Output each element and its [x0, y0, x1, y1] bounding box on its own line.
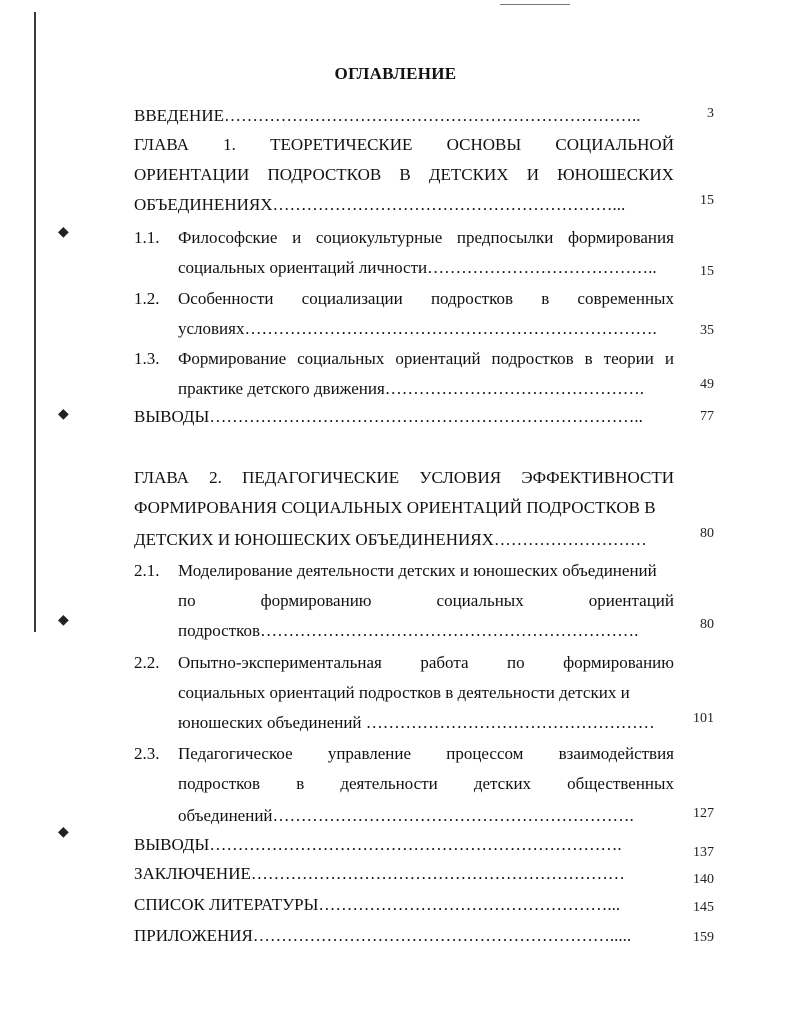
toc-word: по: [178, 591, 196, 610]
toc-section-2-2: социальных ориентаций подростков в деятельности детских и: [178, 683, 630, 702]
toc-word: УСЛОВИЯ: [419, 468, 502, 487]
toc-word: подростков: [178, 774, 261, 793]
toc-entry-conclusion: ЗАКЛЮЧЕНИЕ…………………………………………………………: [134, 864, 625, 883]
toc-word: общественных: [567, 774, 674, 793]
toc-section-number: 1.2.: [134, 289, 160, 308]
toc-word: деятельности: [340, 774, 438, 793]
toc-word: в: [584, 349, 593, 368]
toc-word: социокультурные: [315, 228, 443, 247]
toc-word: 2.: [209, 468, 222, 487]
toc-word: взаимодействия: [558, 744, 674, 763]
toc-entry-conclusions-2: ВЫВОДЫ……………………………………………………………….: [134, 835, 622, 854]
toc-word: Философские: [178, 228, 278, 247]
toc-page-number: 49: [700, 377, 714, 392]
toc-word: процессом: [446, 744, 524, 763]
toc-entry-conclusions-1: ВЫВОДЫ…………………………………………………………………..: [134, 407, 643, 426]
toc-entry-introduction: ВВЕДЕНИЕ………………………………………………………………..: [134, 106, 641, 125]
scan-edge-line: [34, 12, 36, 632]
toc-word: ТЕОРЕТИЧЕСКИЕ: [270, 135, 413, 154]
toc-section-1-1: [178, 228, 674, 248]
toc-section-1-1: социальных ориентаций личности…………………………………..: [178, 258, 657, 277]
toc-word: Особенности: [178, 289, 274, 308]
toc-section-1-3: [178, 349, 674, 369]
toc-entry-bibliography: СПИСОК ЛИТЕРАТУРЫ……………………………………………...: [134, 895, 621, 914]
toc-word: В: [399, 165, 411, 184]
toc-section-1-2: условиях……………………………………………………………….: [178, 319, 657, 338]
toc-word: подростков: [491, 349, 574, 368]
toc-section-2-1: подростков………………………………………………………….: [178, 621, 639, 640]
toc-word: подростков: [430, 289, 514, 308]
toc-word: ориентаций: [588, 591, 674, 610]
margin-bullet-mark: ◆: [58, 407, 69, 422]
toc-word: ОРИЕНТАЦИИ: [134, 165, 250, 184]
margin-bullet-mark: ◆: [58, 613, 69, 628]
toc-word: ЭФФЕКТИВНОСТИ: [521, 468, 674, 487]
toc-word: социальных: [297, 349, 385, 368]
page-title: ОГЛАВЛЕНИЕ: [334, 64, 457, 83]
toc-word: Опытно-экспериментальная: [178, 653, 382, 672]
toc-page-number: 77: [700, 409, 714, 424]
toc-page-number: 127: [693, 806, 714, 821]
toc-word: 1.: [223, 135, 236, 154]
toc-word: теории: [603, 349, 654, 368]
toc-page-number: 80: [700, 526, 714, 541]
toc-word: социализации: [301, 289, 403, 308]
toc-word: современных: [577, 289, 674, 308]
toc-word: ДЕТСКИХ: [428, 165, 509, 184]
toc-word: ПЕДАГОГИЧЕСКИЕ: [242, 468, 400, 487]
toc-word: И: [526, 165, 539, 184]
toc-word: ГЛАВА: [134, 135, 189, 154]
toc-entry-appendices: ПРИЛОЖЕНИЯ……………………………………………………….....: [134, 926, 632, 945]
toc-section-2-3: [178, 744, 674, 764]
toc-word: социальных: [436, 591, 524, 610]
toc-word: СОЦИАЛЬНОЙ: [555, 135, 674, 154]
toc-word: ПОДРОСТКОВ: [267, 165, 382, 184]
margin-bullet-mark: ◆: [58, 225, 69, 240]
toc-page-number: 15: [700, 193, 714, 208]
toc-word: ориентаций: [395, 349, 481, 368]
toc-page-number: 35: [700, 323, 714, 338]
toc-word: формированию: [563, 653, 674, 672]
toc-word: и: [292, 228, 302, 247]
toc-section-number: 2.1.: [134, 561, 160, 580]
toc-section-number: 2.2.: [134, 653, 160, 672]
toc-chapter-2-heading: ФОРМИРОВАНИЯ СОЦИАЛЬНЫХ ОРИЕНТАЦИЙ ПОДРОСТКОВ В: [134, 498, 656, 517]
toc-word: Педагогическое: [178, 744, 293, 763]
toc-word: формированию: [260, 591, 372, 610]
toc-section-2-1: [178, 591, 674, 611]
toc-page-number: 80: [700, 617, 714, 632]
toc-section-2-2: [178, 653, 674, 673]
toc-word: в: [541, 289, 550, 308]
toc-page-number: 137: [693, 845, 714, 860]
scan-top-mark: [500, 4, 570, 5]
toc-chapter-2-heading: [134, 468, 674, 488]
toc-section-2-2: юношеских объединений ……………………………………………: [178, 713, 655, 732]
toc-chapter-1-heading: ОБЪЕДИНЕНИЯХ……………………………………………………...: [134, 195, 626, 214]
toc-chapter-2-heading: ДЕТСКИХ И ЮНОШЕСКИХ ОБЪЕДИНЕНИЯХ………………………: [134, 530, 647, 549]
toc-section-2-3: [178, 774, 674, 794]
toc-word: детских: [473, 774, 532, 793]
toc-word: ЮНОШЕСКИХ: [557, 165, 674, 184]
toc-section-2-1: Моделирование деятельности детских и юношеских объединений: [178, 561, 657, 580]
toc-page-number: 159: [693, 930, 714, 945]
toc-section-number: 2.3.: [134, 744, 160, 763]
toc-word: и: [664, 349, 674, 368]
toc-word: предпосылки: [456, 228, 554, 247]
toc-word: по: [507, 653, 525, 672]
toc-word: в: [296, 774, 305, 793]
toc-word: управление: [327, 744, 412, 763]
toc-section-number: 1.1.: [134, 228, 160, 247]
toc-page-number: 15: [700, 264, 714, 279]
toc-word: работа: [420, 653, 469, 672]
toc-word: ГЛАВА: [134, 468, 189, 487]
toc-page-number: 145: [693, 900, 714, 915]
toc-page-number: 3: [707, 106, 714, 121]
toc-section-1-3: практике детского движения……………………………………….: [178, 379, 645, 398]
toc-chapter-1-heading: [134, 165, 674, 185]
toc-section-2-3: объединений……………………………………………………….: [178, 806, 634, 825]
toc-word: ОСНОВЫ: [446, 135, 522, 154]
toc-page-number: 140: [693, 872, 714, 887]
toc-section-number: 1.3.: [134, 349, 160, 368]
toc-section-1-2: [178, 289, 674, 309]
toc-chapter-1-heading: [134, 135, 674, 155]
toc-page-number: 101: [693, 711, 714, 726]
margin-bullet-mark: ◆: [58, 825, 69, 840]
toc-word: формирования: [567, 228, 674, 247]
toc-word: Формирование: [178, 349, 287, 368]
